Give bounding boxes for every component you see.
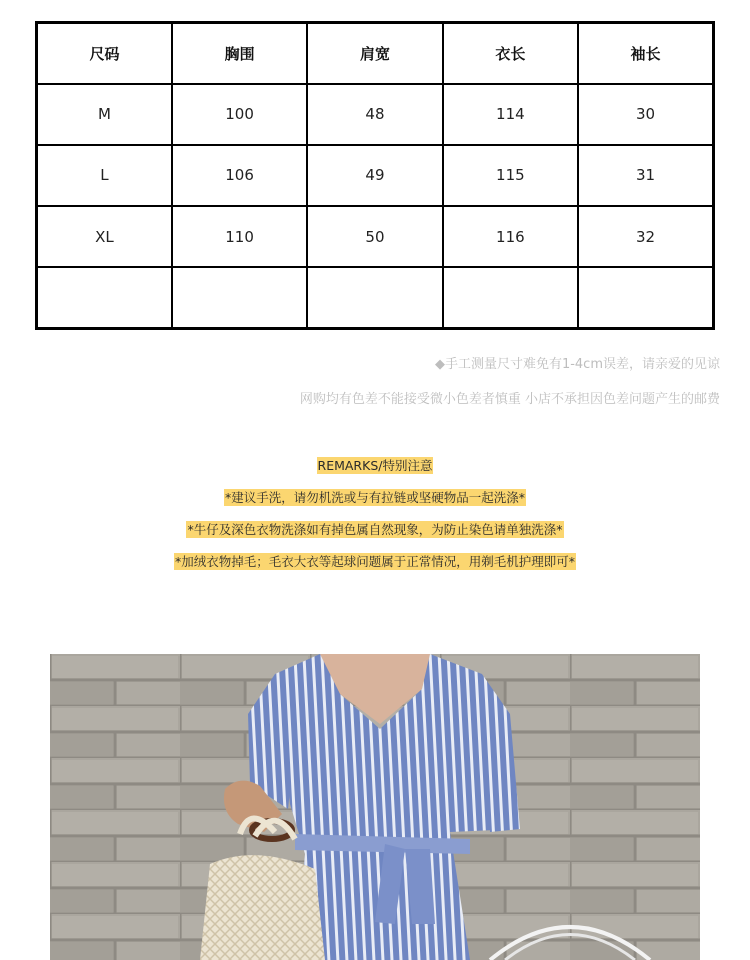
table-cell: 50 <box>307 206 442 267</box>
table-cell: M <box>37 84 172 145</box>
table-cell: 114 <box>443 84 578 145</box>
measurement-error-note: ◆手工测量尺寸难免有1-4cm误差，请亲爱的见谅 <box>434 357 720 372</box>
table-row <box>37 145 714 206</box>
table-cell: 115 <box>443 145 578 206</box>
table-cell: 30 <box>578 84 713 145</box>
remarks-section <box>0 455 750 583</box>
woven-bag <box>200 855 325 960</box>
table-row <box>37 84 714 145</box>
remark-line: *牛仔及深色衣物洗涤如有掉色属自然现象，为防止染色请单独洗涤* <box>187 522 563 537</box>
table-cell <box>578 267 713 328</box>
header-cell: 尺码 <box>37 23 172 84</box>
header-cell: 衣长 <box>443 23 578 84</box>
remark-line: *建议手洗，请勿机洗或与有拉链或坚硬物品一起洗涤* <box>224 490 525 505</box>
table-cell: 48 <box>307 84 442 145</box>
table-cell <box>307 267 442 328</box>
remark-line: *加绒衣物掉毛；毛衣大衣等起球问题属于正常情况，用剃毛机护理即可* <box>174 554 575 569</box>
table-cell: 31 <box>578 145 713 206</box>
table-cell: 106 <box>172 145 307 206</box>
header-cell: 肩宽 <box>307 23 442 84</box>
remarks-title: REMARKS/特别注意 <box>317 458 433 473</box>
table-row-empty <box>37 267 714 328</box>
table-cell: 110 <box>172 206 307 267</box>
table-cell: XL <box>37 206 172 267</box>
table-cell: 49 <box>307 145 442 206</box>
table-row <box>37 206 714 267</box>
header-cell: 胸围 <box>172 23 307 84</box>
color-difference-note: 网购均有色差不能接受微小色差者慎重 小店不承担因色差问题产生的邮费 <box>299 392 720 407</box>
header-cell: 袖长 <box>578 23 713 84</box>
table-cell <box>443 267 578 328</box>
table-cell: 100 <box>172 84 307 145</box>
table-header-row <box>37 23 714 84</box>
table-cell <box>37 267 172 328</box>
table-cell <box>172 267 307 328</box>
table-cell: 32 <box>578 206 713 267</box>
size-chart-table <box>35 21 715 330</box>
table-cell: 116 <box>443 206 578 267</box>
product-photo <box>50 654 700 960</box>
table-cell: L <box>37 145 172 206</box>
